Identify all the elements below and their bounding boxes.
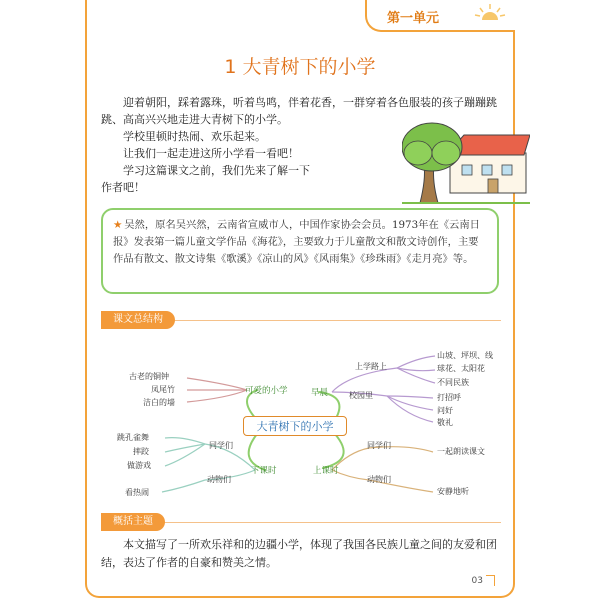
leaf-item: 不同民族 (437, 378, 469, 387)
leaf-item: 古老的铜钟 (129, 372, 169, 381)
intro-paragraph: 让我们一起走进这所小学看一看吧！ (123, 147, 299, 160)
leaf-item: 凤尾竹 (151, 385, 175, 394)
author-intro-box (101, 208, 499, 294)
author-bio: ，原名吴兴然，云南省宣威市人，中国作家协会会员。1973年在《云南日报》发表第一篇儿童文学作品《海花》，主要致力于儿童散文和散文诗创作，主要作品有散文、散文诗集《歌溪》《凉山的风》《风雨集》《珍珠雨》《走月亮》等。 (113, 219, 480, 265)
summary-paragraph: 本文描写了一所欢乐祥和的边疆小学，体现了我国各民族儿童之间的友爱和团结，表达了作者的自豪和赞美之情。 (101, 538, 497, 569)
page-number (472, 575, 495, 586)
leaf-item: 球花、太阳花 (437, 364, 485, 373)
unit-label: 第一单元 (387, 11, 440, 26)
mind-map (87, 328, 517, 508)
school-tree-illustration (402, 115, 530, 207)
section-tab-theme: 概括主题 (101, 513, 165, 531)
branch-morning: 早晨 (311, 388, 329, 398)
leaf-item: 跳孔雀舞 (117, 433, 149, 442)
star-icon: ★ (113, 219, 123, 231)
section-tab-structure: 课文总结构 (101, 311, 175, 329)
leaf-item: 问好 (437, 406, 453, 415)
page-corner-icon (486, 575, 495, 586)
sub-branch-classmates: 同学们 (367, 441, 391, 450)
sub-branch-classmates: 同学们 (209, 441, 233, 450)
intro-paragraph: 学校里顿时热闹、欢乐起来。 (123, 130, 266, 143)
leaf-item: 摔跤 (133, 447, 149, 456)
branch-lovely-school: 可爱的小学 (245, 386, 288, 396)
intro-paragraph: 迎着朝阳，踩着露珠，听着鸟鸣，伴着花香，一群穿着各色服装的孩子蹦蹦跳跳、高高兴兴地走进大青树下的小学。 (101, 96, 497, 126)
leaf-item: 敬礼 (437, 418, 453, 427)
page-number-text: 03 (471, 576, 483, 586)
sun-icon (473, 2, 507, 24)
sub-branch-animals: 动物们 (367, 475, 391, 484)
leaf-item: 打招呼 (437, 393, 461, 402)
sub-branch-campus: 校园里 (349, 391, 373, 400)
unit-tab (365, 0, 515, 32)
intro-paragraph: 学习这篇课文之前，我们先来了解一下作者吧！ (101, 164, 310, 194)
author-name: 吴然 (124, 219, 145, 231)
leaf-item: 看热闹 (125, 488, 149, 497)
leaf-item: 安静地听 (437, 487, 469, 496)
leaf-item: 做游戏 (127, 461, 151, 470)
mind-map-center: 大青树下的小学 (243, 416, 347, 436)
sub-branch-road: 上学路上 (355, 362, 387, 371)
leaf-item: 山坡、坪坝、线 (437, 351, 493, 360)
branch-in-class: 上课时 (313, 466, 339, 476)
lesson-title: 1 大青树下的小学 (224, 56, 376, 78)
branch-after-class: 下课时 (251, 466, 277, 476)
leaf-item: 洁白的墙 (143, 398, 175, 407)
leaf-item: 一起朗读课文 (437, 447, 485, 456)
sub-branch-animals: 动物们 (207, 475, 231, 484)
page-frame (85, 0, 515, 598)
